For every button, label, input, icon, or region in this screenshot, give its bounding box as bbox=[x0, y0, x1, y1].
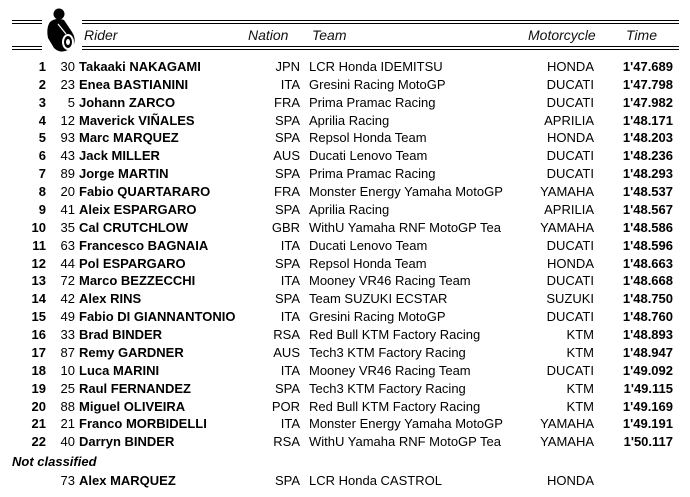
rider-number-cell: 12 bbox=[60, 112, 75, 128]
column-header-rider: Rider bbox=[84, 27, 118, 43]
motorcycle-cell: DUCATI bbox=[546, 166, 594, 182]
rider-number-cell: 40 bbox=[60, 434, 75, 450]
lap-time-cell: 1'47.798 bbox=[622, 76, 673, 92]
header-rule-bottom-2 bbox=[12, 49, 679, 50]
header-rule-top-1 bbox=[12, 20, 679, 21]
table-row bbox=[0, 112, 690, 130]
lap-time-cell: 1'48.596 bbox=[622, 237, 673, 253]
team-cell: Aprilia Racing bbox=[309, 201, 390, 217]
rider-number-cell: 72 bbox=[60, 273, 75, 289]
position-cell: 5 bbox=[38, 130, 46, 146]
motorcycle-cell: HONDA bbox=[547, 255, 594, 271]
rider-number-cell: 87 bbox=[60, 344, 75, 360]
table-row bbox=[0, 380, 690, 398]
nation-cell: SPA bbox=[274, 473, 300, 488]
position-cell: 3 bbox=[38, 94, 46, 110]
rider-number-cell: 42 bbox=[60, 291, 75, 307]
lap-time-cell: 1'48.750 bbox=[622, 291, 673, 307]
nation-cell: RSA bbox=[273, 434, 300, 450]
position-cell: 17 bbox=[31, 344, 46, 360]
lap-time-cell: 1'48.203 bbox=[622, 130, 673, 146]
team-cell: Repsol Honda Team bbox=[309, 255, 427, 271]
rider-number-cell: 23 bbox=[60, 76, 75, 92]
rider-number-cell: 63 bbox=[60, 237, 75, 253]
lap-time-cell: 1'48.663 bbox=[622, 255, 673, 271]
table-row bbox=[0, 326, 690, 344]
position-cell: 6 bbox=[38, 148, 46, 164]
table-row bbox=[0, 362, 690, 380]
position-cell: 13 bbox=[31, 273, 46, 289]
rider-name-cell: Alex RINS bbox=[79, 291, 142, 307]
table-row bbox=[0, 308, 690, 326]
column-header-team: Team bbox=[312, 27, 347, 43]
table-row bbox=[0, 94, 690, 112]
team-cell: Prima Pramac Racing bbox=[309, 166, 436, 182]
rider-name-cell: Fabio DI GIANNANTONIO bbox=[79, 309, 236, 325]
lap-time-cell: 1'49.115 bbox=[623, 380, 673, 396]
lap-time-cell: 1'48.586 bbox=[622, 219, 673, 235]
lap-time-cell: 1'48.668 bbox=[622, 273, 673, 289]
team-cell: Mooney VR46 Racing Team bbox=[309, 362, 471, 378]
motorcycle-cell: SUZUKI bbox=[546, 291, 594, 307]
position-cell: 11 bbox=[32, 237, 46, 253]
header-rule-top-2 bbox=[12, 23, 679, 24]
nation-cell: SPA bbox=[274, 201, 300, 217]
team-cell: Aprilia Racing bbox=[309, 112, 390, 128]
table-row bbox=[0, 290, 690, 308]
position-cell: 22 bbox=[31, 434, 46, 450]
lap-time-cell: 1'50.117 bbox=[623, 434, 673, 450]
table-row bbox=[0, 183, 690, 201]
lap-time-cell: 1'49.092 bbox=[622, 362, 673, 378]
motorcycle-cell: YAMAHA bbox=[540, 416, 594, 432]
team-cell: LCR Honda IDEMITSU bbox=[309, 59, 443, 74]
position-cell: 4 bbox=[38, 112, 46, 128]
team-cell: Gresini Racing MotoGP bbox=[309, 309, 446, 325]
nation-cell: JPN bbox=[275, 59, 300, 74]
rider-name-cell: Jorge MARTIN bbox=[79, 166, 169, 182]
team-cell: Mooney VR46 Racing Team bbox=[309, 273, 471, 289]
rider-name-cell: Marc MARQUEZ bbox=[79, 130, 179, 146]
table-row bbox=[0, 272, 690, 290]
column-header-time: Time bbox=[626, 27, 657, 43]
position-cell: 12 bbox=[31, 255, 46, 271]
motorcycle-cell: DUCATI bbox=[546, 76, 594, 92]
nation-cell: SPA bbox=[274, 130, 300, 146]
team-cell: WithU Yamaha RNF MotoGP Tea bbox=[309, 434, 501, 450]
position-cell: 20 bbox=[31, 398, 46, 414]
motorcycle-cell: HONDA bbox=[547, 130, 594, 146]
rider-number-cell: 89 bbox=[60, 166, 75, 182]
rider-name-cell: Luca MARINI bbox=[79, 362, 160, 378]
nation-cell: ITA bbox=[280, 76, 300, 92]
motorcycle-cell: KTM bbox=[566, 327, 594, 343]
table-row bbox=[0, 129, 690, 147]
lap-time-cell: 1'48.537 bbox=[622, 184, 673, 200]
table-row bbox=[0, 472, 690, 490]
nation-cell: SPA bbox=[274, 112, 300, 128]
motorcycle-cell: DUCATI bbox=[546, 273, 594, 289]
nation-cell: SPA bbox=[274, 166, 300, 182]
rider-number-cell: 33 bbox=[60, 327, 75, 343]
position-cell: 15 bbox=[31, 309, 46, 325]
team-cell: Gresini Racing MotoGP bbox=[309, 76, 446, 92]
rider-name-cell: Jack MILLER bbox=[79, 148, 160, 164]
nation-cell: POR bbox=[271, 398, 300, 414]
rider-number-cell: 5 bbox=[67, 94, 75, 110]
rider-name-cell: Fabio QUARTARARO bbox=[79, 184, 211, 200]
rider-name-cell: Brad BINDER bbox=[79, 327, 163, 343]
motorcycle-cell: HONDA bbox=[547, 59, 594, 74]
motorcycle-cell: KTM bbox=[566, 398, 594, 414]
motorcycle-cell: DUCATI bbox=[546, 362, 594, 378]
team-cell: Ducati Lenovo Team bbox=[309, 237, 428, 253]
lap-time-cell: 1'48.236 bbox=[622, 148, 673, 164]
table-row bbox=[0, 433, 690, 451]
position-cell: 8 bbox=[38, 184, 46, 200]
team-cell: Team SUZUKI ECSTAR bbox=[309, 291, 448, 307]
team-cell: Tech3 KTM Factory Racing bbox=[309, 344, 466, 360]
table-row bbox=[0, 76, 690, 94]
position-cell: 9 bbox=[38, 201, 46, 217]
nation-cell: RSA bbox=[273, 327, 300, 343]
rider-name-cell: Franco MORBIDELLI bbox=[79, 416, 207, 432]
table-row bbox=[0, 415, 690, 433]
rider-number-cell: 21 bbox=[60, 416, 75, 432]
nation-cell: AUS bbox=[273, 344, 300, 360]
team-cell: Prima Pramac Racing bbox=[309, 94, 436, 110]
rider-number-cell: 93 bbox=[60, 130, 75, 146]
nation-cell: ITA bbox=[280, 416, 300, 432]
rider-name-cell: Aleix ESPARGARO bbox=[79, 201, 197, 217]
motorcycle-cell: DUCATI bbox=[546, 148, 594, 164]
lap-time-cell: 1'48.760 bbox=[622, 309, 673, 325]
lap-time-cell: 1'47.982 bbox=[622, 94, 673, 110]
motorcycle-cell: APRILIA bbox=[544, 112, 594, 128]
nation-cell: ITA bbox=[280, 362, 300, 378]
table-row bbox=[0, 237, 690, 255]
position-cell: 2 bbox=[38, 76, 46, 92]
lap-time-cell: 1'49.169 bbox=[622, 398, 673, 414]
lap-time-cell: 1'48.947 bbox=[622, 344, 673, 360]
rider-number-cell: 10 bbox=[60, 362, 75, 378]
rider-name-cell: Johann ZARCO bbox=[79, 94, 176, 110]
team-cell: WithU Yamaha RNF MotoGP Tea bbox=[309, 219, 501, 235]
rider-number-cell: 43 bbox=[60, 148, 75, 164]
rider-number-cell: 73 bbox=[60, 473, 75, 488]
lap-time-cell: 1'48.293 bbox=[622, 166, 673, 182]
rider-name-cell: Miguel OLIVEIRA bbox=[79, 398, 186, 414]
rider-number-cell: 20 bbox=[60, 184, 75, 200]
rider-name-cell: Enea BASTIANINI bbox=[79, 76, 189, 92]
table-row bbox=[0, 201, 690, 219]
motorcycle-cell: DUCATI bbox=[546, 237, 594, 253]
motorcycle-cell: DUCATI bbox=[546, 309, 594, 325]
team-cell: Red Bull KTM Factory Racing bbox=[309, 398, 481, 414]
nation-cell: GBR bbox=[271, 219, 300, 235]
lap-time-cell: 1'49.191 bbox=[622, 416, 673, 432]
motorcycle-rider-icon bbox=[42, 8, 82, 54]
not-classified-label: Not classified bbox=[12, 454, 97, 469]
rider-name-cell: Remy GARDNER bbox=[79, 344, 184, 360]
position-cell: 7 bbox=[38, 166, 46, 182]
motorcycle-cell: HONDA bbox=[547, 473, 594, 488]
team-cell: Ducati Lenovo Team bbox=[309, 148, 428, 164]
position-cell: 10 bbox=[31, 219, 46, 235]
team-cell: Tech3 KTM Factory Racing bbox=[309, 380, 466, 396]
column-header-motorcycle: Motorcycle bbox=[528, 27, 596, 43]
nation-cell: SPA bbox=[274, 291, 300, 307]
rider-number-cell: 35 bbox=[60, 219, 75, 235]
lap-time-cell: 1'48.893 bbox=[622, 327, 673, 343]
rider-number-cell: 30 bbox=[60, 59, 75, 74]
rider-name-cell: Takaaki NAKAGAMI bbox=[79, 59, 201, 74]
team-cell: Monster Energy Yamaha MotoGP bbox=[309, 184, 503, 200]
motorcycle-cell: YAMAHA bbox=[540, 434, 594, 450]
team-cell: LCR Honda CASTROL bbox=[309, 473, 442, 488]
rider-number-cell: 41 bbox=[60, 201, 75, 217]
position-cell: 19 bbox=[31, 380, 46, 396]
motorcycle-cell: DUCATI bbox=[546, 94, 594, 110]
table-row bbox=[0, 344, 690, 362]
nation-cell: ITA bbox=[280, 237, 300, 253]
rider-name-cell: Cal CRUTCHLOW bbox=[79, 219, 189, 235]
header-rule-bottom-1 bbox=[12, 46, 679, 47]
lap-time-cell: 1'48.171 bbox=[622, 112, 673, 128]
rider-number-cell: 44 bbox=[60, 255, 75, 271]
team-cell: Red Bull KTM Factory Racing bbox=[309, 327, 481, 343]
rider-number-cell: 49 bbox=[60, 309, 75, 325]
rider-name-cell: Alex MARQUEZ bbox=[79, 473, 176, 488]
rider-name-cell: Francesco BAGNAIA bbox=[79, 237, 209, 253]
motorcycle-cell: KTM bbox=[566, 344, 594, 360]
position-cell: 18 bbox=[31, 362, 46, 378]
table-row bbox=[0, 255, 690, 273]
rider-name-cell: Marco BEZZECCHI bbox=[79, 273, 196, 289]
nation-cell: ITA bbox=[280, 309, 300, 325]
table-row bbox=[0, 219, 690, 237]
team-cell: Repsol Honda Team bbox=[309, 130, 427, 146]
nation-cell: SPA bbox=[274, 255, 300, 271]
nation-cell: FRA bbox=[274, 94, 300, 110]
rider-number-cell: 88 bbox=[60, 398, 75, 414]
motorcycle-cell: YAMAHA bbox=[540, 184, 594, 200]
position-cell: 16 bbox=[31, 327, 46, 343]
rider-name-cell: Raul FERNANDEZ bbox=[79, 380, 191, 396]
motorcycle-cell: APRILIA bbox=[544, 201, 594, 217]
nation-cell: ITA bbox=[280, 273, 300, 289]
team-cell: Monster Energy Yamaha MotoGP bbox=[309, 416, 503, 432]
nation-cell: SPA bbox=[274, 380, 300, 396]
motorcycle-cell: KTM bbox=[566, 380, 594, 396]
lap-time-cell: 1'47.689 bbox=[622, 59, 673, 74]
position-cell: 21 bbox=[31, 416, 46, 432]
rider-name-cell: Pol ESPARGARO bbox=[79, 255, 186, 271]
table-row bbox=[0, 147, 690, 165]
position-cell: 14 bbox=[31, 291, 46, 307]
rider-name-cell: Darryn BINDER bbox=[79, 434, 175, 450]
rider-name-cell: Maverick VIÑALES bbox=[79, 112, 195, 128]
motorcycle-cell: YAMAHA bbox=[540, 219, 594, 235]
table-row bbox=[0, 58, 690, 76]
rider-number-cell: 25 bbox=[60, 380, 75, 396]
table-row bbox=[0, 398, 690, 416]
lap-time-cell: 1'48.567 bbox=[622, 201, 673, 217]
nation-cell: FRA bbox=[274, 184, 300, 200]
table-row bbox=[0, 165, 690, 183]
nation-cell: AUS bbox=[273, 148, 300, 164]
position-cell: 1 bbox=[38, 59, 46, 74]
column-header-nation: Nation bbox=[248, 27, 289, 43]
